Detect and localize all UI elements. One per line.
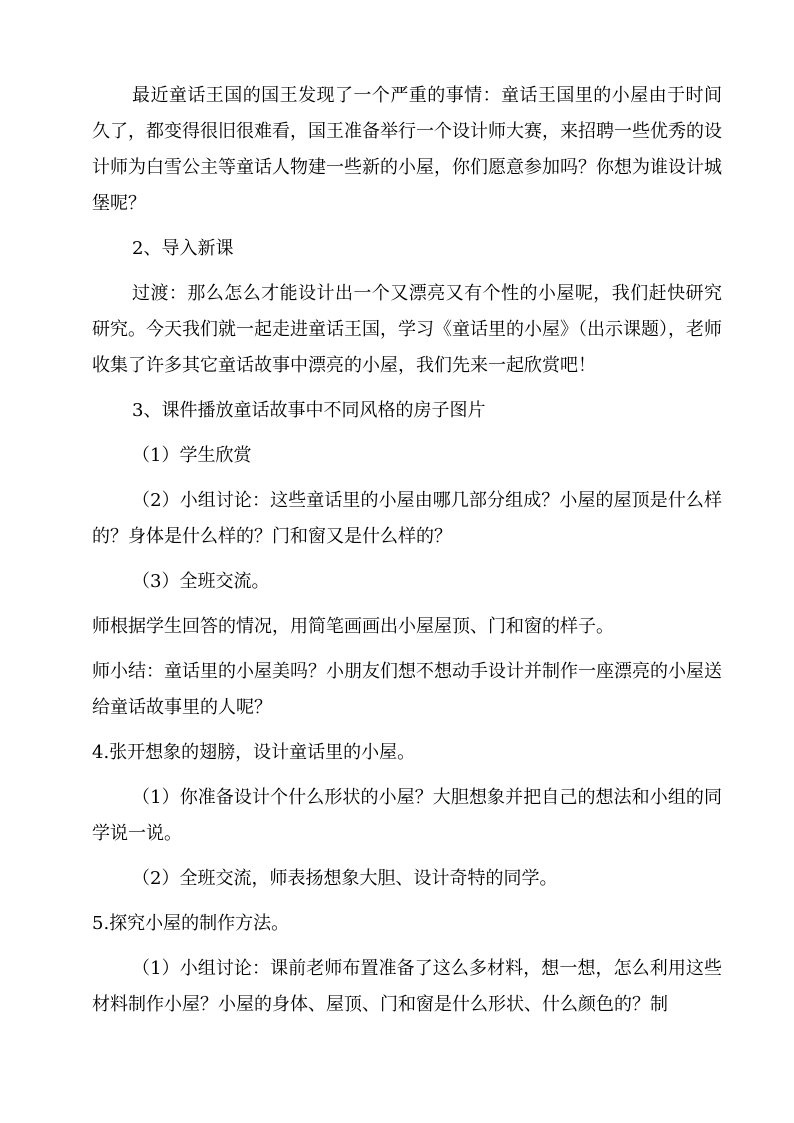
- document-body: [92, 78, 722, 1032]
- paragraph-teacher-drawing: 师根据学生回答的情况，用简笔画画出小屋屋顶、门和窗的样子。: [92, 616, 614, 637]
- list-item-materials-discussion: （1）小组讨论：课前老师布置准备了这么多材料，想一想，怎么利用这些材料制作小屋？小屋的身体、屋顶、门和窗是什么形状、什么颜色的？制: [92, 958, 722, 1015]
- section-heading-imagination: 4.张开想象的翅膀，设计童话里的小屋。: [92, 742, 416, 763]
- section-heading-new-lesson: 2、导入新课: [132, 238, 234, 259]
- section-heading-courseware: 3、课件播放童话故事中不同风格的房子图片: [132, 400, 486, 421]
- list-item-student-appreciation: （1）学生欣赏: [132, 445, 252, 466]
- paragraph-teacher-summary: 师小结：童话里的小屋美吗？小朋友们想不想动手设计并制作一座漂亮的小屋送给童话故事里的人呢？: [92, 661, 722, 718]
- list-item-class-exchange: （3）全班交流。: [132, 571, 270, 592]
- list-item-group-discussion: （2）小组讨论：这些童话里的小屋由哪几部分组成？小屋的屋顶是什么样的？身体是什么样的？门和窗又是什么样的？: [92, 490, 722, 547]
- paragraph-intro-story: 最近童话王国的国王发现了一个严重的事情：童话王国里的小屋由于时间久了，都变得很旧很难看，国王准备举行一个设计师大赛，来招聘一些优秀的设计师为白雪公主等童话人物建一些新的小屋，你们愿意参加吗？你想为谁设计城堡呢？: [92, 85, 722, 214]
- section-heading-making-method: 5.探究小屋的制作方法。: [92, 913, 290, 934]
- list-item-class-praise: （2）全班交流，师表扬想象大胆、设计奇特的同学。: [132, 868, 558, 889]
- list-item-design-shape: （1）你准备设计个什么形状的小屋？大胆想象并把自己的想法和小组的同学说一说。: [92, 787, 722, 844]
- paragraph-transition: 过渡：那么怎么才能设计出一个又漂亮又有个性的小屋呢，我们赶快研究研究。今天我们就一起走进童话王国，学习《童话里的小屋》（出示课题），老师收集了许多其它童话故事中漂亮的小屋，我们先来一起欣赏吧！: [92, 283, 722, 376]
